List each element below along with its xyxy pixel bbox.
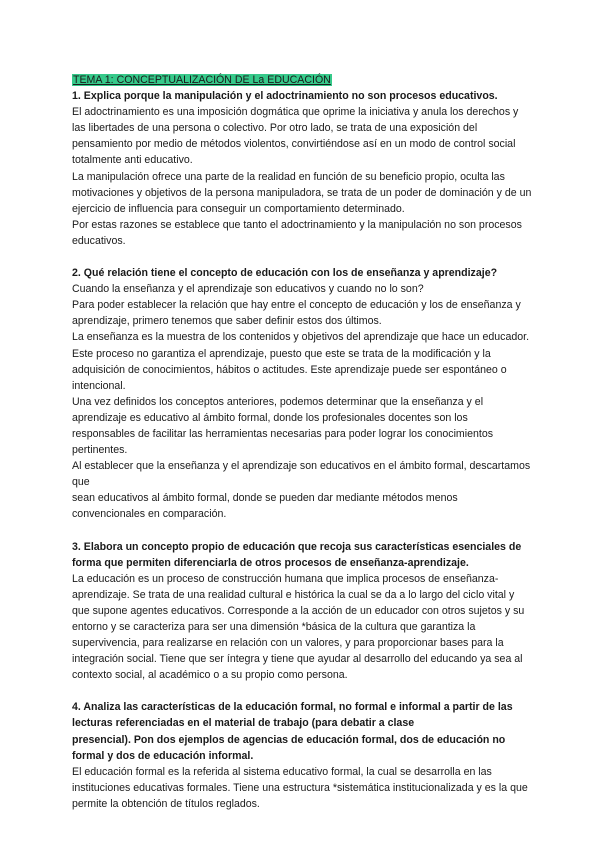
question-heading: 3. Elabora un concepto propio de educación que recoja sus características esenciales de forma que permiten diferenciarla de otros procesos de enseñanza-aprendizaje. xyxy=(72,540,522,569)
paragraph: Para poder establecer la relación que hay entre el concepto de educación y los de enseñanza y aprendizaje, primero tenemos que saber definir estos dos últimos. xyxy=(72,299,521,328)
question-heading: 4. Analiza las características de la educación formal, no formal e informal a partir de las lecturas referenciadas en el material de trabajo (para debatir a clase xyxy=(72,701,513,730)
question-heading: 1. Explica porque la manipulación y el adoctrinamiento no son procesos educativos. xyxy=(72,90,498,103)
section-2 xyxy=(72,265,532,523)
paragraph: El educación formal es la referida al sistema educativo formal, la cual se desarrolla en las instituciones educativas formales. Tiene una estructura *sistemática institucionalizada y es la que permite la obtención de títulos reglados. xyxy=(72,765,528,810)
paragraph: Una vez definidos los conceptos anteriores, podemos determinar que la enseñanza y el aprendizaje es educativo al ámbito formal, donde los profesionales docentes son los responsables de facilitar las herramientas necesarias para poder lograr los conocimientos pertinentes. xyxy=(72,395,494,457)
paragraph: El adoctrinamiento es una imposición dogmática que oprime la iniciativa y anula los derechos y las libertades de una persona o colectivo. Por otro lado, se trata de una exposición del pensamiento por medio de métodos violentos, convirtiéndose así en un modo de control social totalmente anti educativo. xyxy=(72,106,519,167)
section-spacer xyxy=(72,523,532,539)
document-body xyxy=(72,72,532,812)
section-1 xyxy=(72,88,532,249)
paragraph: Cuando la enseñanza y el aprendizaje son educativos y cuando no lo son? xyxy=(72,283,424,296)
section-spacer xyxy=(72,249,532,265)
question-heading: 2. Qué relación tiene el concepto de educación con los de enseñanza y aprendizaje? xyxy=(72,267,498,280)
section-spacer xyxy=(72,683,532,699)
paragraph: La educación es un proceso de construcción humana que implica procesos de enseñanza-aprendizaje. Se trata de una realidad cultural e histórica la cual se da a lo largo del ciclo vital y que supone agentes educativos. Corresponde a la acción de un educador con otros sujetos y su entorno y se caracteriza para ser una dimensión *básica de la cultura que garantiza la supervivencia, para realizarse en relación con un valores, y para proporcionar bases para la integración social. Tiene que ser íntegra y tiene que ayudar al desarrollo del educando ya sea al contexto social, al académico o a su propio como persona. xyxy=(72,572,525,682)
paragraph: Por estas razones se establece que tanto el adoctrinamiento y la manipulación no son procesos educativos. xyxy=(72,218,522,247)
paragraph: Este proceso no garantiza el aprendizaje, puesto que este se trata de la modificación y la adquisición de conocimientos, hábitos o actitudes. Este aprendizaje puede ser espontáneo o intencional. xyxy=(72,347,507,392)
section-4 xyxy=(72,699,532,812)
paragraph: sean educativos al ámbito formal, donde se pueden dar mediante métodos menos convencionales en comparación. xyxy=(72,492,458,521)
paragraph: La enseñanza es la muestra de los contenidos y objetivos del aprendizaje que hace un educador. xyxy=(72,331,530,344)
paragraph: La manipulación ofrece una parte de la realidad en función de su beneficio propio, oculta las motivaciones y objetivos de la persona manipuladora, se trata de un poder de dominación y de un ejercicio de influencia para conseguir un comportamiento determinado. xyxy=(72,170,532,215)
paragraph: Al establecer que la enseñanza y el aprendizaje son educativos en el ámbito formal, descartamos que xyxy=(72,460,531,489)
document-title: TEMA 1: CONCEPTUALIZACIÓN DE La EDUCACIÓN xyxy=(73,74,331,86)
section-3 xyxy=(72,539,532,684)
question-heading-continued: presencial). Pon dos ejemplos de agencias de educación formal, dos de educación no formal y dos de educación informal. xyxy=(72,733,506,762)
